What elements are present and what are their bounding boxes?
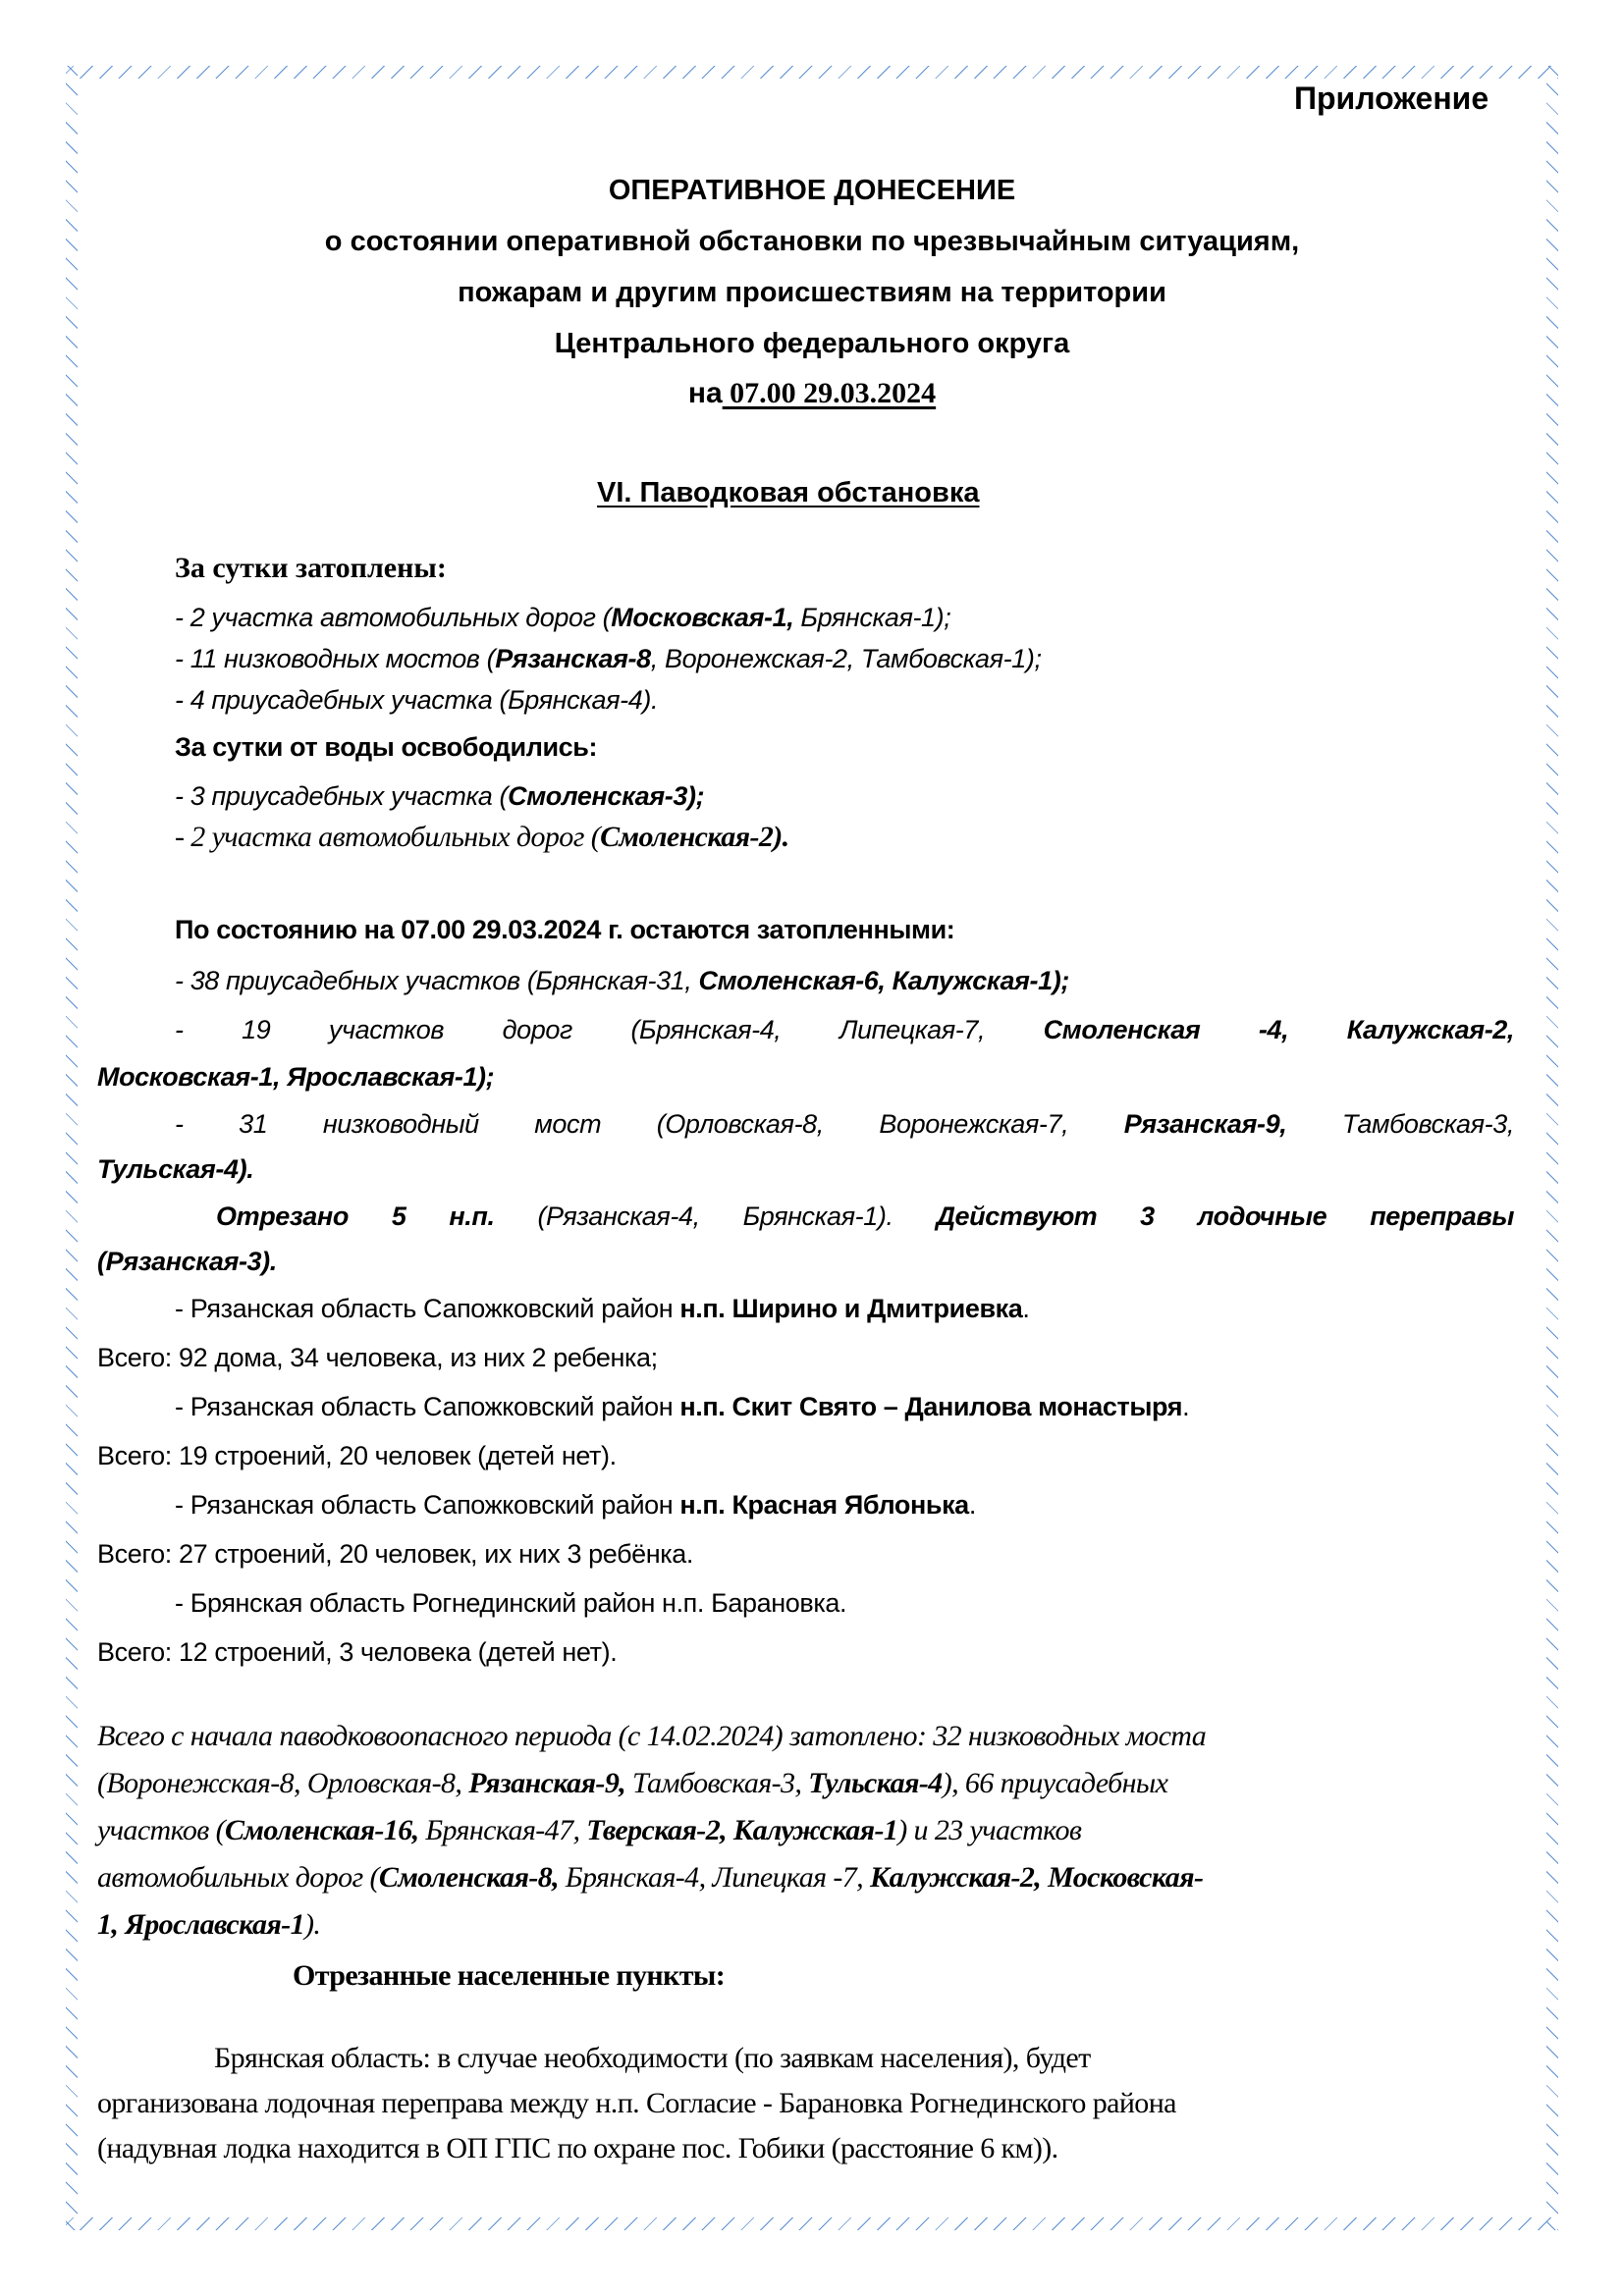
remaining-item-plots (175, 966, 1069, 996)
cutoff-regions: (Рязанская-4, Брянская-1). (494, 1201, 937, 1231)
title-line-4: Центрального федерального округа (554, 328, 1070, 359)
text: ), 66 приусадебных (942, 1767, 1168, 1799)
border-bottom (66, 2217, 1558, 2230)
cutoff-summary-line2: (Рязанская-3). (97, 1247, 277, 1276)
text: (Воронежская-8, Орловская-8, (97, 1767, 469, 1799)
remaining-item-bridges-line1 (175, 1109, 1514, 1140)
item-bold: Московская-1, (611, 603, 794, 632)
item-text: - 2 участка автомобильных дорог ( (175, 603, 612, 632)
settlement-location: - Рязанская область Сапожковский район (175, 1294, 680, 1323)
title-line-3: пожарам и другим происшествиям на территории (458, 277, 1166, 308)
item-bold: Рязанская-8 (495, 644, 651, 673)
freed-today-heading: За сутки от воды освободились: (175, 732, 598, 762)
flooded-today-item (175, 603, 950, 633)
item-bold: Смоленская-2). (600, 821, 789, 853)
text: ). (304, 1908, 321, 1941)
item-rest: Тамбовская-3, (1286, 1109, 1514, 1139)
report-date-prefix: на (687, 377, 723, 409)
bold-text: Рязанская-9, (468, 1767, 626, 1799)
remaining-item-bridges-line2: Тульская-4). (97, 1154, 254, 1184)
cutoff-paragraph-line2: организована лодочная переправа между н.п. Согласие - Барановка Рогнединского района (97, 2087, 1176, 2119)
flooded-today-heading: За сутки затоплены: (175, 552, 447, 584)
remaining-heading: По состоянию на 07.00 29.03.2024 г. остаются затопленными: (175, 915, 955, 944)
punctuation: . (968, 1490, 976, 1520)
title-line-1: ОПЕРАТИВНОЕ ДОНЕСЕНИЕ (608, 175, 1016, 206)
border-top (66, 66, 1558, 79)
punctuation: . (1182, 1392, 1190, 1421)
settlement-total: Всего: 12 строений, 3 человека (детей нет). (97, 1637, 618, 1667)
settlement-entry (175, 1588, 846, 1619)
item-text: - 19 участков дорог (Брянская-4, Липецкая-7, (175, 1015, 1044, 1044)
bold-text: Смоленская-16, (225, 1814, 419, 1846)
settlement-total: Всего: 19 строений, 20 человек (детей нет). (97, 1441, 617, 1470)
item-bold: Рязанская-9, (1123, 1109, 1287, 1139)
bold-text: 1, Ярославская-1 (97, 1908, 305, 1941)
cutoff-count: Отрезано 5 н.п. (216, 1201, 495, 1231)
season-total-line5 (97, 1908, 320, 1942)
item-text: - 11 низководных мостов ( (175, 644, 496, 673)
settlement-name: н.п. Ширино и Дмитриевка (679, 1294, 1023, 1323)
cutoff-paragraph-line3: (надувная лодка находится в ОП ГПС по охране пос. Гобики (расстояние 6 км)). (97, 2132, 1058, 2164)
text: участков ( (97, 1814, 226, 1846)
item-bold: Смоленская-6, Калужская-1); (698, 966, 1069, 995)
flooded-today-item (175, 644, 1042, 674)
item-text: - 2 участка автомобильных дорог ( (175, 821, 601, 853)
section-heading: VI. Паводковая обстановка (597, 477, 980, 508)
item-rest: , Воронежская-2, Тамбовская-1); (650, 644, 1042, 673)
cutoff-paragraph-line1: Брянская область: в случае необходимости (по заявкам населения), будет (214, 2042, 1091, 2074)
season-total-line3 (97, 1814, 1081, 1847)
text: Тамбовская-3, (625, 1767, 809, 1799)
cutoff-settlements-heading: Отрезанные населенные пункты: (293, 1959, 726, 1992)
settlement-total: Всего: 27 строений, 20 человек, их них 3 ребёнка. (97, 1539, 694, 1569)
season-total-line1: Всего с начала паводковоопасного периода (с 14.02.2024) затоплено: 32 низководных моста (97, 1720, 1207, 1752)
bold-text: Тверская-2, Калужская-1 (586, 1814, 898, 1846)
settlement-location: - Брянская область Рогнединский район н.п. Барановка. (175, 1588, 847, 1618)
settlement-location: - Рязанская область Сапожковский район (175, 1392, 680, 1421)
settlement-name: н.п. Красная Яблонька (679, 1490, 969, 1520)
item-text: - 3 приусадебных участка ( (175, 781, 509, 811)
settlement-total: Всего: 92 дома, 34 человека, из них 2 ребенка; (97, 1343, 658, 1372)
flooded-today-item: - 4 приусадебных участка (Брянская-4). (175, 685, 659, 715)
report-date (0, 377, 1624, 410)
settlement-name: н.п. Скит Свято – Данилова монастыря (679, 1392, 1183, 1421)
report-date-value: 07.00 29.03.2024 (722, 377, 937, 409)
punctuation: . (1022, 1294, 1030, 1323)
season-total-line2 (97, 1767, 1167, 1800)
item-text: - 38 приусадебных участков (Брянская-31, (175, 966, 699, 995)
item-rest: Брянская-1); (793, 603, 951, 632)
item-bold: Смоленская-3); (508, 781, 705, 811)
season-total-line4 (97, 1861, 1203, 1895)
text: Брянская-4, Липецкая -7, (559, 1861, 870, 1894)
title-line-2: о состоянии оперативной обстановки по чрезвычайным ситуациям, (324, 226, 1300, 257)
remaining-item-roads-line2: Московская-1, Ярославская-1); (97, 1062, 495, 1092)
text: ) и 23 участков (897, 1814, 1082, 1846)
settlement-entry (175, 1294, 1029, 1324)
item-text: - 31 низководный мост (Орловская-8, Воронежская-7, (175, 1109, 1124, 1139)
cutoff-summary-line1 (216, 1201, 1514, 1232)
appendix-label: Приложение (1294, 80, 1489, 116)
item-bold: Смоленская -4, Калужская-2, (1043, 1015, 1515, 1044)
text: Брянская-47, (418, 1814, 587, 1846)
remaining-item-roads-line1 (175, 1015, 1514, 1045)
bold-text: Смоленская-8, (378, 1861, 560, 1894)
bold-text: Тульская-4 (808, 1767, 943, 1799)
freed-today-item (175, 781, 704, 812)
ferries-count: Действуют 3 лодочные переправы (936, 1201, 1514, 1231)
settlement-entry (175, 1490, 976, 1521)
settlement-location: - Рязанская область Сапожковский район (175, 1490, 680, 1520)
freed-today-item (175, 821, 789, 854)
settlement-entry (175, 1392, 1189, 1422)
text: автомобильных дорог ( (97, 1861, 379, 1894)
bold-text: Калужская-2, Московская- (869, 1861, 1204, 1894)
